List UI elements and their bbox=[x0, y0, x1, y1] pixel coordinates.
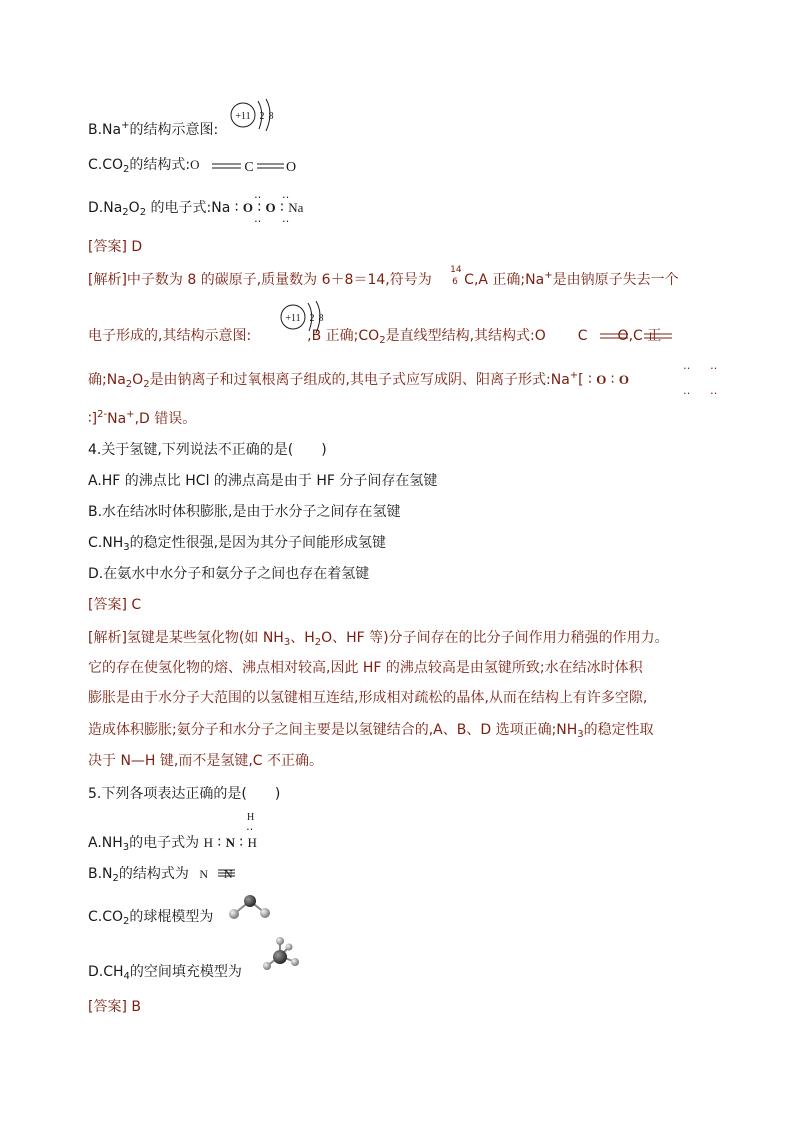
answer-4: [答案] C bbox=[88, 597, 142, 613]
shell-1-count: 2 bbox=[259, 111, 265, 122]
space-filling-model bbox=[259, 935, 303, 977]
question-5-option-a: $A.NH_3$的电子式为 H ∶ N ∶ H bbox=[88, 835, 257, 853]
isotope-notation: 14 6 bbox=[450, 265, 462, 287]
shell-1-count: 2 bbox=[309, 313, 315, 324]
question-5-option-d: $D.CH_4$的空间填充模型为 bbox=[88, 964, 242, 982]
lone-pair-dots: ‥ bbox=[254, 188, 263, 201]
question-4-option-a: A.HF 的沸点比 HCl 的沸点高是由于 HF 分子间存在氢键 bbox=[88, 473, 438, 489]
lone-pair-dots: ‥ bbox=[282, 188, 291, 201]
oxygen-atom: O bbox=[285, 160, 297, 174]
explanation-4-line-1: [解析]氢键是某些氢化物(如 $NH_3$、$H_2O$、HF 等)分子间存在的比分子间作用力稍强的作用力。 bbox=[88, 630, 669, 648]
explanation-4-line-5: 决于 N—H 键,而不是氢键,C 不正确。 bbox=[88, 753, 324, 769]
lone-pair-dots: ‥ bbox=[683, 384, 692, 397]
lone-pair-dots: ‥ bbox=[254, 212, 263, 225]
question-4-option-c: $C.NH_3$的稳定性很强,是因为其分子间能形成氢键 bbox=[88, 535, 387, 553]
triple-bond bbox=[217, 867, 237, 879]
carbon-atom: C bbox=[244, 160, 254, 174]
lone-pair-dots: ‥ bbox=[683, 359, 692, 372]
lone-pair-dots: ‥ bbox=[710, 384, 719, 397]
lone-pair-dots: ‥ bbox=[282, 212, 291, 225]
explanation-4-line-3: 膨胀是由于水分子大范围的以氢键相互连结,形成相对疏松的晶体,从而在结构上有许多空隙, bbox=[88, 690, 648, 706]
question-4-option-d: D.在氨水中水分子和氨分子之间也存在着氢键 bbox=[88, 566, 370, 582]
nh3-top-hydrogen: H bbox=[247, 812, 255, 823]
option-c-line: $C.CO_2$的结构式:O bbox=[88, 157, 200, 175]
question-5-option-b: $B.N_2$的结构式为 N N bbox=[88, 866, 233, 884]
explanation-4-line-4: 造成体积膨胀;氨分子和水分子之间主要是以氢键结合的,A、B、D 选项正确$;NH_3$的稳定性取 bbox=[88, 722, 654, 740]
explanation-3-line-2: 电子形成的,其结构示意图: ,B 正确$;CO_2$是直线型结构,其结构式:O C O,C 正 bbox=[88, 328, 662, 346]
explanation-3-line-3: 确$;Na_2O_2$是由钠离子和过氧根离子组成的,其电子式应写成阴、阳离子形式:Na+[ ∶ O ∶ O bbox=[88, 370, 630, 390]
option-d-line: $D.Na_2O_2$ 的电子式:Na ∶ O ∶ O ∶ Na bbox=[88, 200, 304, 218]
nucleus-charge: +11 bbox=[235, 111, 251, 122]
answer-5: [答案] B bbox=[88, 999, 141, 1015]
option-b-line: B.Na+的结构示意图: bbox=[88, 120, 219, 138]
explanation-4-line-2: 它的存在使氢化物的熔、沸点相对较高,因此 HF 的沸点较高是由氢键所致;水在结冰时体积 bbox=[88, 660, 643, 676]
question-4-stem: 4.关于氢键,下列说法不正确的是( ) bbox=[88, 442, 327, 458]
lone-pair-dots: ‥ bbox=[710, 359, 719, 372]
question-4-option-b: B.水在结冰时体积膨胀,是由于水分子之间存在氢键 bbox=[88, 504, 401, 520]
lone-pair-dots: ‥ bbox=[246, 820, 255, 833]
explanation-3-line-4: ∶]$^{2-}$Na+,D 错误。 bbox=[88, 409, 197, 427]
ball-and-stick-model bbox=[225, 892, 275, 922]
question-5-stem: 5.下列各项表达正确的是( ) bbox=[88, 786, 281, 802]
sodium-ion-structure-diagram bbox=[228, 98, 284, 136]
shell-2-count: 8 bbox=[268, 111, 274, 122]
nucleus-charge: +11 bbox=[285, 313, 301, 324]
answer-3: [答案] D bbox=[88, 239, 143, 255]
question-5-option-c: $C.CO_2$的球棍模型为 bbox=[88, 909, 214, 927]
sodium-ion-structure-diagram bbox=[278, 300, 334, 338]
co2-structural-formula bbox=[209, 158, 299, 174]
shell-2-count: 8 bbox=[318, 313, 324, 324]
explanation-3-line-1: [解析]中子数为 8 的碳原子,质量数为 6＋8＝14,符号为 14 6 C,A 正确;Na+是由钠原子失去一个 bbox=[88, 265, 679, 288]
co2-double-bonds bbox=[598, 328, 708, 344]
